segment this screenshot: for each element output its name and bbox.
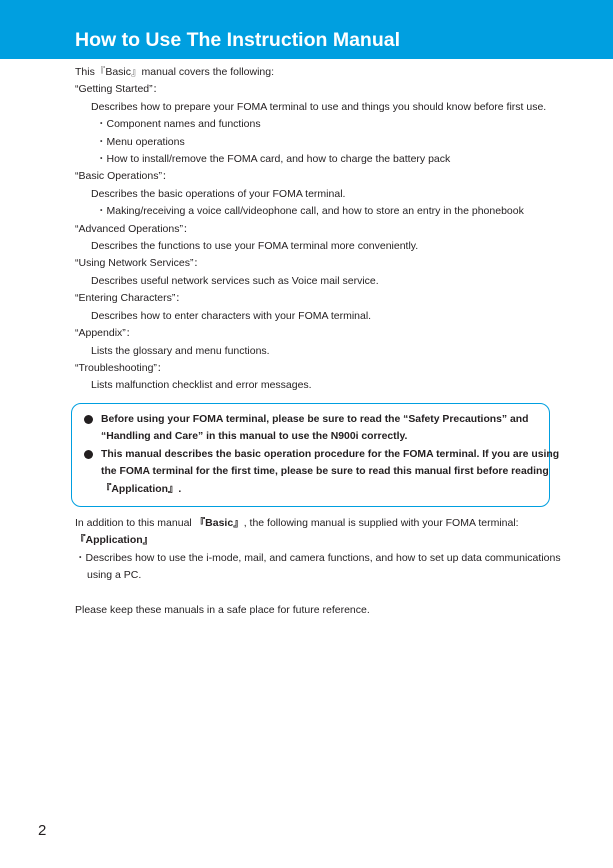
manual-overview: [75, 64, 565, 395]
section-troubleshooting: [75, 360, 565, 395]
section-description: Lists malfunction checklist and error messages.: [91, 379, 312, 392]
supplement-section: [75, 515, 565, 619]
header-bar: [0, 0, 613, 59]
notice-text-line: Before using your FOMA terminal, please be sure to read the “Safety Precautions” and: [101, 414, 529, 425]
application-bullet: ・Describes how to use the i-mode, mail, and camera functions, and how to set up data communications: [75, 551, 561, 564]
page-number: 2: [38, 822, 47, 839]
closing-text: Please keep these manuals in a safe place for future reference.: [75, 604, 370, 617]
section-bullet: ・Component names and functions: [96, 118, 261, 131]
notice-item-safety: [84, 411, 544, 446]
supplement-text: , the following manual is supplied with your FOMA terminal:: [243, 517, 519, 529]
section-network-services: [75, 255, 565, 290]
section-heading: “Appendix”：: [75, 327, 137, 340]
section-description: Describes the basic operations of your FOMA terminal.: [91, 187, 346, 200]
section-description: Describes the functions to use your FOMA terminal more conveniently.: [91, 240, 419, 253]
blank-line: [75, 585, 565, 602]
section-bullet: ・Menu operations: [96, 135, 185, 148]
manual-name: 『Basic』: [194, 517, 244, 529]
application-bullet-continued: using a PC.: [87, 569, 142, 582]
section-appendix: [75, 325, 565, 360]
notice-text-line: This manual describes the basic operation procedure for the FOMA terminal. If you are using: [101, 449, 560, 460]
section-heading: “Entering Characters”：: [75, 292, 186, 305]
intro-text: This『Basic』manual covers the following:: [75, 66, 274, 78]
section-description: Describes how to prepare your FOMA terminal to use and things you should know before first use.: [91, 100, 547, 113]
section-basic-operations: [75, 168, 565, 220]
section-bullet: ・How to install/remove the FOMA card, and how to charge the battery pack: [96, 153, 451, 166]
notice-item-usage: [84, 446, 560, 498]
section-bullet: ・Making/receiving a voice call/videophone call, and how to store an entry in the phonebook: [96, 205, 524, 218]
application-title: 『Application』: [75, 534, 154, 547]
section-heading: “Basic Operations”：: [75, 170, 173, 183]
notice-text-line: the FOMA terminal for the first time, please be sure to read this manual first before reading: [101, 466, 549, 478]
section-heading: “Getting Started”：: [75, 83, 164, 96]
notice-text-line: “Handling and Care” in this manual to use the N900i correctly.: [101, 431, 408, 443]
section-entering-characters: [75, 290, 565, 325]
page-title: How to Use The Instruction Manual: [75, 29, 401, 51]
section-heading: “Troubleshooting”：: [75, 361, 168, 374]
section-description: Lists the glossary and menu functions.: [91, 344, 270, 357]
supplement-intro: [75, 515, 565, 532]
bullet-dot-icon: [84, 450, 93, 459]
supplement-text: In addition to this manual: [75, 517, 195, 529]
section-getting-started: [75, 81, 565, 168]
notice-text-line: 『Application』.: [101, 483, 182, 495]
section-heading: “Using Network Services”：: [75, 257, 204, 270]
section-description: Describes how to enter characters with your FOMA terminal.: [91, 309, 372, 322]
section-advanced-operations: [75, 221, 565, 256]
bullet-dot-icon: [84, 415, 93, 424]
section-heading: “Advanced Operations”：: [75, 222, 194, 235]
notice-box: [71, 403, 560, 507]
section-description: Describes useful network services such as Voice mail service.: [91, 274, 379, 287]
